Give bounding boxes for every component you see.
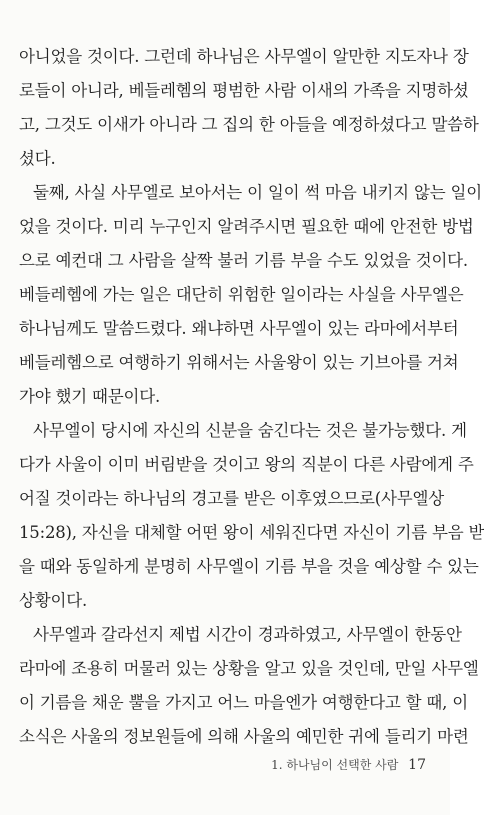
text-line: 셨다.	[19, 149, 56, 168]
text-line: 로들이 아니라, 베들레헴의 평범한 사람 이새의 가족을 지명하셨	[19, 81, 469, 100]
text-line: 베들레헴으로 여행하기 위해서는 사울왕이 있는 기브아를 거쳐	[19, 353, 459, 372]
chapter-title: 1. 하나님이 선택한 사람	[271, 758, 399, 772]
body-text	[19, 40, 484, 754]
text-line: 베들레헴에 가는 일은 대단히 위험한 일이라는 사실을 사무엘은	[19, 285, 464, 304]
text-line: 라마에 조용히 머물러 있는 상황을 알고 있을 것인데, 만일 사무엘	[19, 659, 479, 678]
text-line: 이 기름을 채운 뿔을 가지고 어느 마을엔가 여행한다고 할 때, 이	[19, 693, 468, 712]
text-line: 둘째, 사실 사무엘로 보아서는 이 일이 썩 마음 내키지 않는 일이	[33, 183, 482, 202]
text-line: 었을 것이다. 미리 누구인지 알려주시면 필요한 때에 안전한 방법	[19, 217, 474, 236]
text-line: 하나님께도 말씀드렸다. 왜냐하면 사무엘이 있는 라마에서부터	[19, 319, 459, 338]
text-line: 어질 것이라는 하나님의 경고를 받은 이후였으므로(사무엘상	[19, 489, 444, 508]
text-line: 사무엘과 갈라선지 제법 시간이 경과하였고, 사무엘이 한동안	[33, 625, 462, 644]
text-line: 가야 했기 때문이다.	[19, 387, 161, 406]
text-line: 으로 예컨대 그 사람을 살짝 불러 기름 부을 수도 있었을 것이다.	[19, 251, 468, 270]
running-footer	[271, 756, 426, 773]
text-line: 다가 사울이 이미 버림받을 것이고 왕의 직분이 다른 사람에게 주	[19, 455, 474, 474]
text-line: 소식은 사울의 정보원들에 의해 사울의 예민한 귀에 들리기 마련	[19, 727, 469, 746]
page-number: 17	[408, 757, 426, 773]
text-line: 사무엘이 당시에 자신의 신분을 숨긴다는 것은 불가능했다. 게	[33, 421, 467, 440]
text-line: 15:28), 자신을 대체할 어떤 왕이 세워진다면 자신이 기름 부음 받	[19, 523, 484, 542]
text-line: 을 때와 동일하게 분명히 사무엘이 기름 부을 것을 예상할 수 있는	[19, 557, 479, 576]
text-line: 아니었을 것이다. 그런데 하나님은 사무엘이 알만한 지도자나 장	[19, 47, 469, 66]
text-line: 상황이다.	[19, 591, 88, 610]
text-line: 고, 그것도 이새가 아니라 그 집의 한 아들을 예정하셨다고 말씀하	[19, 115, 479, 134]
